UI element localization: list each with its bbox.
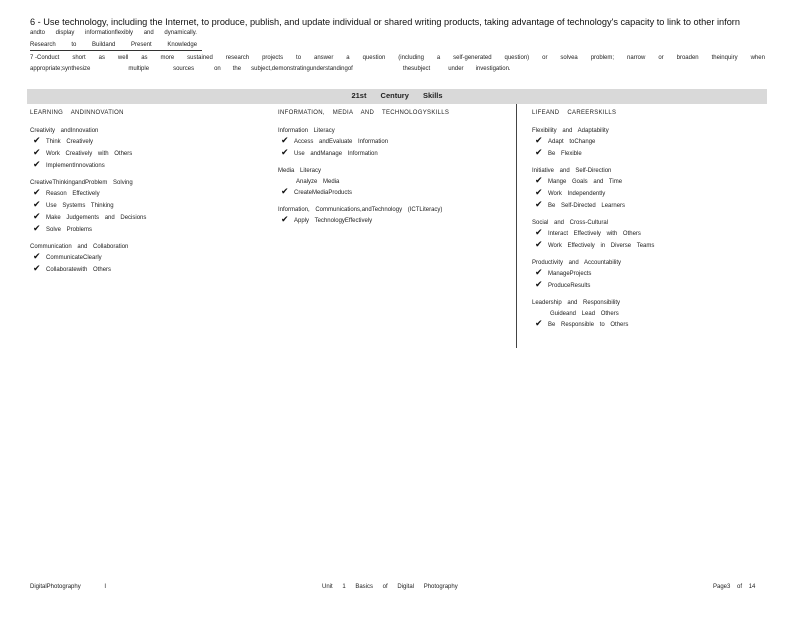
skill-group (30, 244, 270, 277)
skill-item (278, 177, 513, 188)
standard-7-word: broaden (676, 55, 699, 61)
skill-item (532, 189, 762, 201)
checkmark-icon: ✔ (33, 200, 41, 210)
checkmark-icon: ✔ (33, 224, 41, 234)
standard-7-word: more (160, 55, 175, 61)
skill-item-label: Access andEvaluate Information (294, 139, 389, 145)
standard-7-word: thesubject (402, 66, 431, 72)
standard-7-word: appropriate;synthesize (30, 66, 91, 72)
skill-item-label: Solve Problems (46, 227, 93, 233)
column-heading: INFORMATION, MEDIA AND TECHNOLOGYSKILLS (278, 110, 450, 116)
skill-item (532, 320, 762, 332)
footer-course: DigitalPhotography I (30, 584, 107, 590)
standard-7-word: or (542, 55, 548, 61)
skill-item (532, 149, 762, 161)
checkmark-icon: ✔ (281, 187, 289, 197)
skill-group-title: Productivity and Accountability (532, 260, 622, 266)
standard-7-word: answer (314, 55, 334, 61)
skill-item (30, 225, 270, 237)
skill-item (532, 177, 762, 189)
skill-item-label: Be Flexible (548, 151, 582, 157)
research-underline (30, 50, 202, 51)
standard-7-word: sources (173, 66, 195, 72)
checkmark-icon: ✔ (535, 280, 543, 290)
footer-page: Page3 of 14 (713, 584, 756, 590)
skill-item (532, 309, 762, 320)
standard-7-word: narrow (627, 55, 646, 61)
skill-item (30, 189, 270, 201)
standard-7-word: problem; (590, 55, 615, 61)
checkmark-icon: ✔ (33, 264, 41, 274)
skill-item (532, 229, 762, 241)
skill-item-label: Guideand Lead Others (550, 311, 619, 317)
skill-item-label: Adapt toChange (548, 139, 596, 145)
skill-group (278, 128, 513, 161)
skill-group (30, 128, 270, 173)
skill-group-title: Information Literacy (278, 128, 335, 134)
skill-item-label: Work Creatively with Others (46, 151, 133, 157)
checkmark-icon: ✔ (535, 188, 543, 198)
skill-group (532, 128, 762, 161)
skill-item (30, 137, 270, 149)
skill-item (532, 281, 762, 293)
skill-item-label: CreateMediaProducts (294, 190, 353, 196)
skill-item-label: ImplementInnovations (46, 163, 105, 169)
standard-7-word: theinquiry (711, 55, 738, 61)
skill-item (30, 149, 270, 161)
skills-banner (27, 89, 767, 104)
skill-group (278, 168, 513, 200)
checkmark-icon: ✔ (33, 136, 41, 146)
standard-7-word: a (346, 55, 350, 61)
standard-7-word: solvea (560, 55, 578, 61)
skill-group (532, 168, 762, 213)
standard-7-word: 7 -Conduct (30, 55, 60, 61)
standard-7-word: short (72, 55, 86, 61)
checkmark-icon: ✔ (281, 136, 289, 146)
checkmark-icon: ✔ (33, 188, 41, 198)
standard-7-word: question) (504, 55, 530, 61)
skill-item-label: Reason Effectively (46, 191, 100, 197)
skill-group-title: Initiative and Self-Direction (532, 168, 612, 174)
skill-group-title: Media Literacy (278, 168, 322, 174)
skill-item-label: Make Judgements and Decisions (46, 215, 147, 221)
column-divider (516, 104, 517, 348)
standard-7-word: multiple (128, 66, 150, 72)
standard-7-word: on (214, 66, 221, 72)
skill-item-label: Think Creatively (46, 139, 94, 145)
skill-item (532, 269, 762, 281)
skill-item (532, 201, 762, 213)
checkmark-icon: ✔ (281, 215, 289, 225)
checkmark-icon: ✔ (535, 136, 543, 146)
skill-group-title: Creativity andInnovation (30, 128, 99, 134)
standard-7-word: well (117, 55, 129, 61)
standard-7-word: the (232, 66, 242, 72)
standard-7-word: investigation. (475, 66, 511, 72)
skill-item (278, 137, 513, 149)
skill-item (30, 201, 270, 213)
standard-7-word: sustained (187, 55, 213, 61)
skill-group-title: Flexibility and Adaptability (532, 128, 609, 134)
standard-6-text: 6 - Use technology, including the Internet, to produce, publish, and update individual or shared writing products, taking advantage of technology's capacity to link to other inforn (30, 17, 740, 27)
skill-item (30, 213, 270, 225)
standard-7-word: when (750, 55, 765, 61)
standard-7-word: self-generated (453, 55, 492, 61)
skill-group (532, 260, 762, 293)
skill-item-label: Apply TechnologyEffectively (294, 218, 373, 224)
checkmark-icon: ✔ (535, 200, 543, 210)
skill-item-label: Work Independently (548, 191, 606, 197)
skill-item-label: Use andManage Information (294, 151, 378, 157)
skill-item-label: Be Self-Directed Learners (548, 203, 626, 209)
checkmark-icon: ✔ (535, 268, 543, 278)
column-heading: LEARNING ANDINNOVATION (30, 110, 124, 116)
skill-item (30, 253, 270, 265)
skill-item (532, 137, 762, 149)
checkmark-icon: ✔ (33, 212, 41, 222)
column-heading: LIFEAND CAREERSKILLS (532, 110, 617, 116)
checkmark-icon: ✔ (535, 148, 543, 158)
information-media-column (278, 110, 513, 235)
skill-item (278, 149, 513, 161)
skill-item (278, 216, 513, 228)
learning-innovation-column (30, 110, 270, 284)
skill-item-label: Collaboratewith Others (46, 267, 112, 273)
checkmark-icon: ✔ (535, 319, 543, 329)
standard-7-word: as (141, 55, 148, 61)
skill-group-title: Communication and Collaboration (30, 244, 129, 250)
skill-group (30, 180, 270, 237)
standard-7-word: (including (398, 55, 424, 61)
standard-7-word: to (296, 55, 302, 61)
checkmark-icon: ✔ (281, 148, 289, 158)
skill-item-label: Analyze Media (296, 179, 340, 185)
skill-group-title: Social and Cross-Cultural (532, 220, 609, 226)
standard-6-continuation: andto display informationflexibly and dynamically. (30, 30, 197, 36)
skill-item-label: Interact Effectively with Others (548, 231, 641, 237)
skill-item-label: Be Responsible to Others (548, 322, 629, 328)
standard-7-line-2 (30, 66, 511, 72)
standard-7-word: under (448, 66, 464, 72)
research-heading: Research to Buildand Present Knowledge (30, 42, 198, 48)
checkmark-icon: ✔ (33, 252, 41, 262)
footer-unit: Unit 1 Basics of Digital Photography (322, 584, 458, 590)
skill-group (278, 207, 513, 228)
standard-7-word: subject,demonstratingunderstandingof (251, 66, 353, 72)
skill-item (532, 241, 762, 253)
checkmark-icon: ✔ (535, 228, 543, 238)
checkmark-icon: ✔ (535, 240, 543, 250)
skill-item (30, 161, 270, 173)
skill-item-label: Mange Goals and Time (548, 179, 623, 185)
skill-item-label: Work Effectively in Diverse Teams (548, 243, 655, 249)
skill-group (532, 220, 762, 253)
standard-7-word: or (658, 55, 664, 61)
skill-item-label: Use Systems Thinking (46, 203, 114, 209)
standard-7-word: as (98, 55, 105, 61)
skill-group-title: CreativeThinkingandProblem Solving (30, 180, 133, 186)
standard-7-word: projects (262, 55, 284, 61)
skill-item-label: CommunicateClearly (46, 255, 102, 261)
banner-title: 21st Century Skills (351, 91, 443, 100)
standard-7-line-1 (30, 55, 765, 61)
skill-item-label: ProduceResults (548, 283, 591, 289)
standard-7-word: a (436, 55, 441, 61)
skill-item (278, 188, 513, 200)
standard-7-word: research (225, 55, 250, 61)
skill-item (30, 265, 270, 277)
checkmark-icon: ✔ (33, 148, 41, 158)
skill-group (532, 300, 762, 332)
life-career-column (532, 110, 762, 339)
standard-7-word: question (362, 55, 386, 61)
checkmark-icon: ✔ (33, 160, 41, 170)
checkmark-icon: ✔ (535, 176, 543, 186)
skill-group-title: Information, Communications,andTechnology (ICTLiteracy) (278, 207, 443, 213)
skill-item-label: ManageProjects (548, 271, 592, 277)
skill-group-title: Leadership and Responsibility (532, 300, 621, 306)
